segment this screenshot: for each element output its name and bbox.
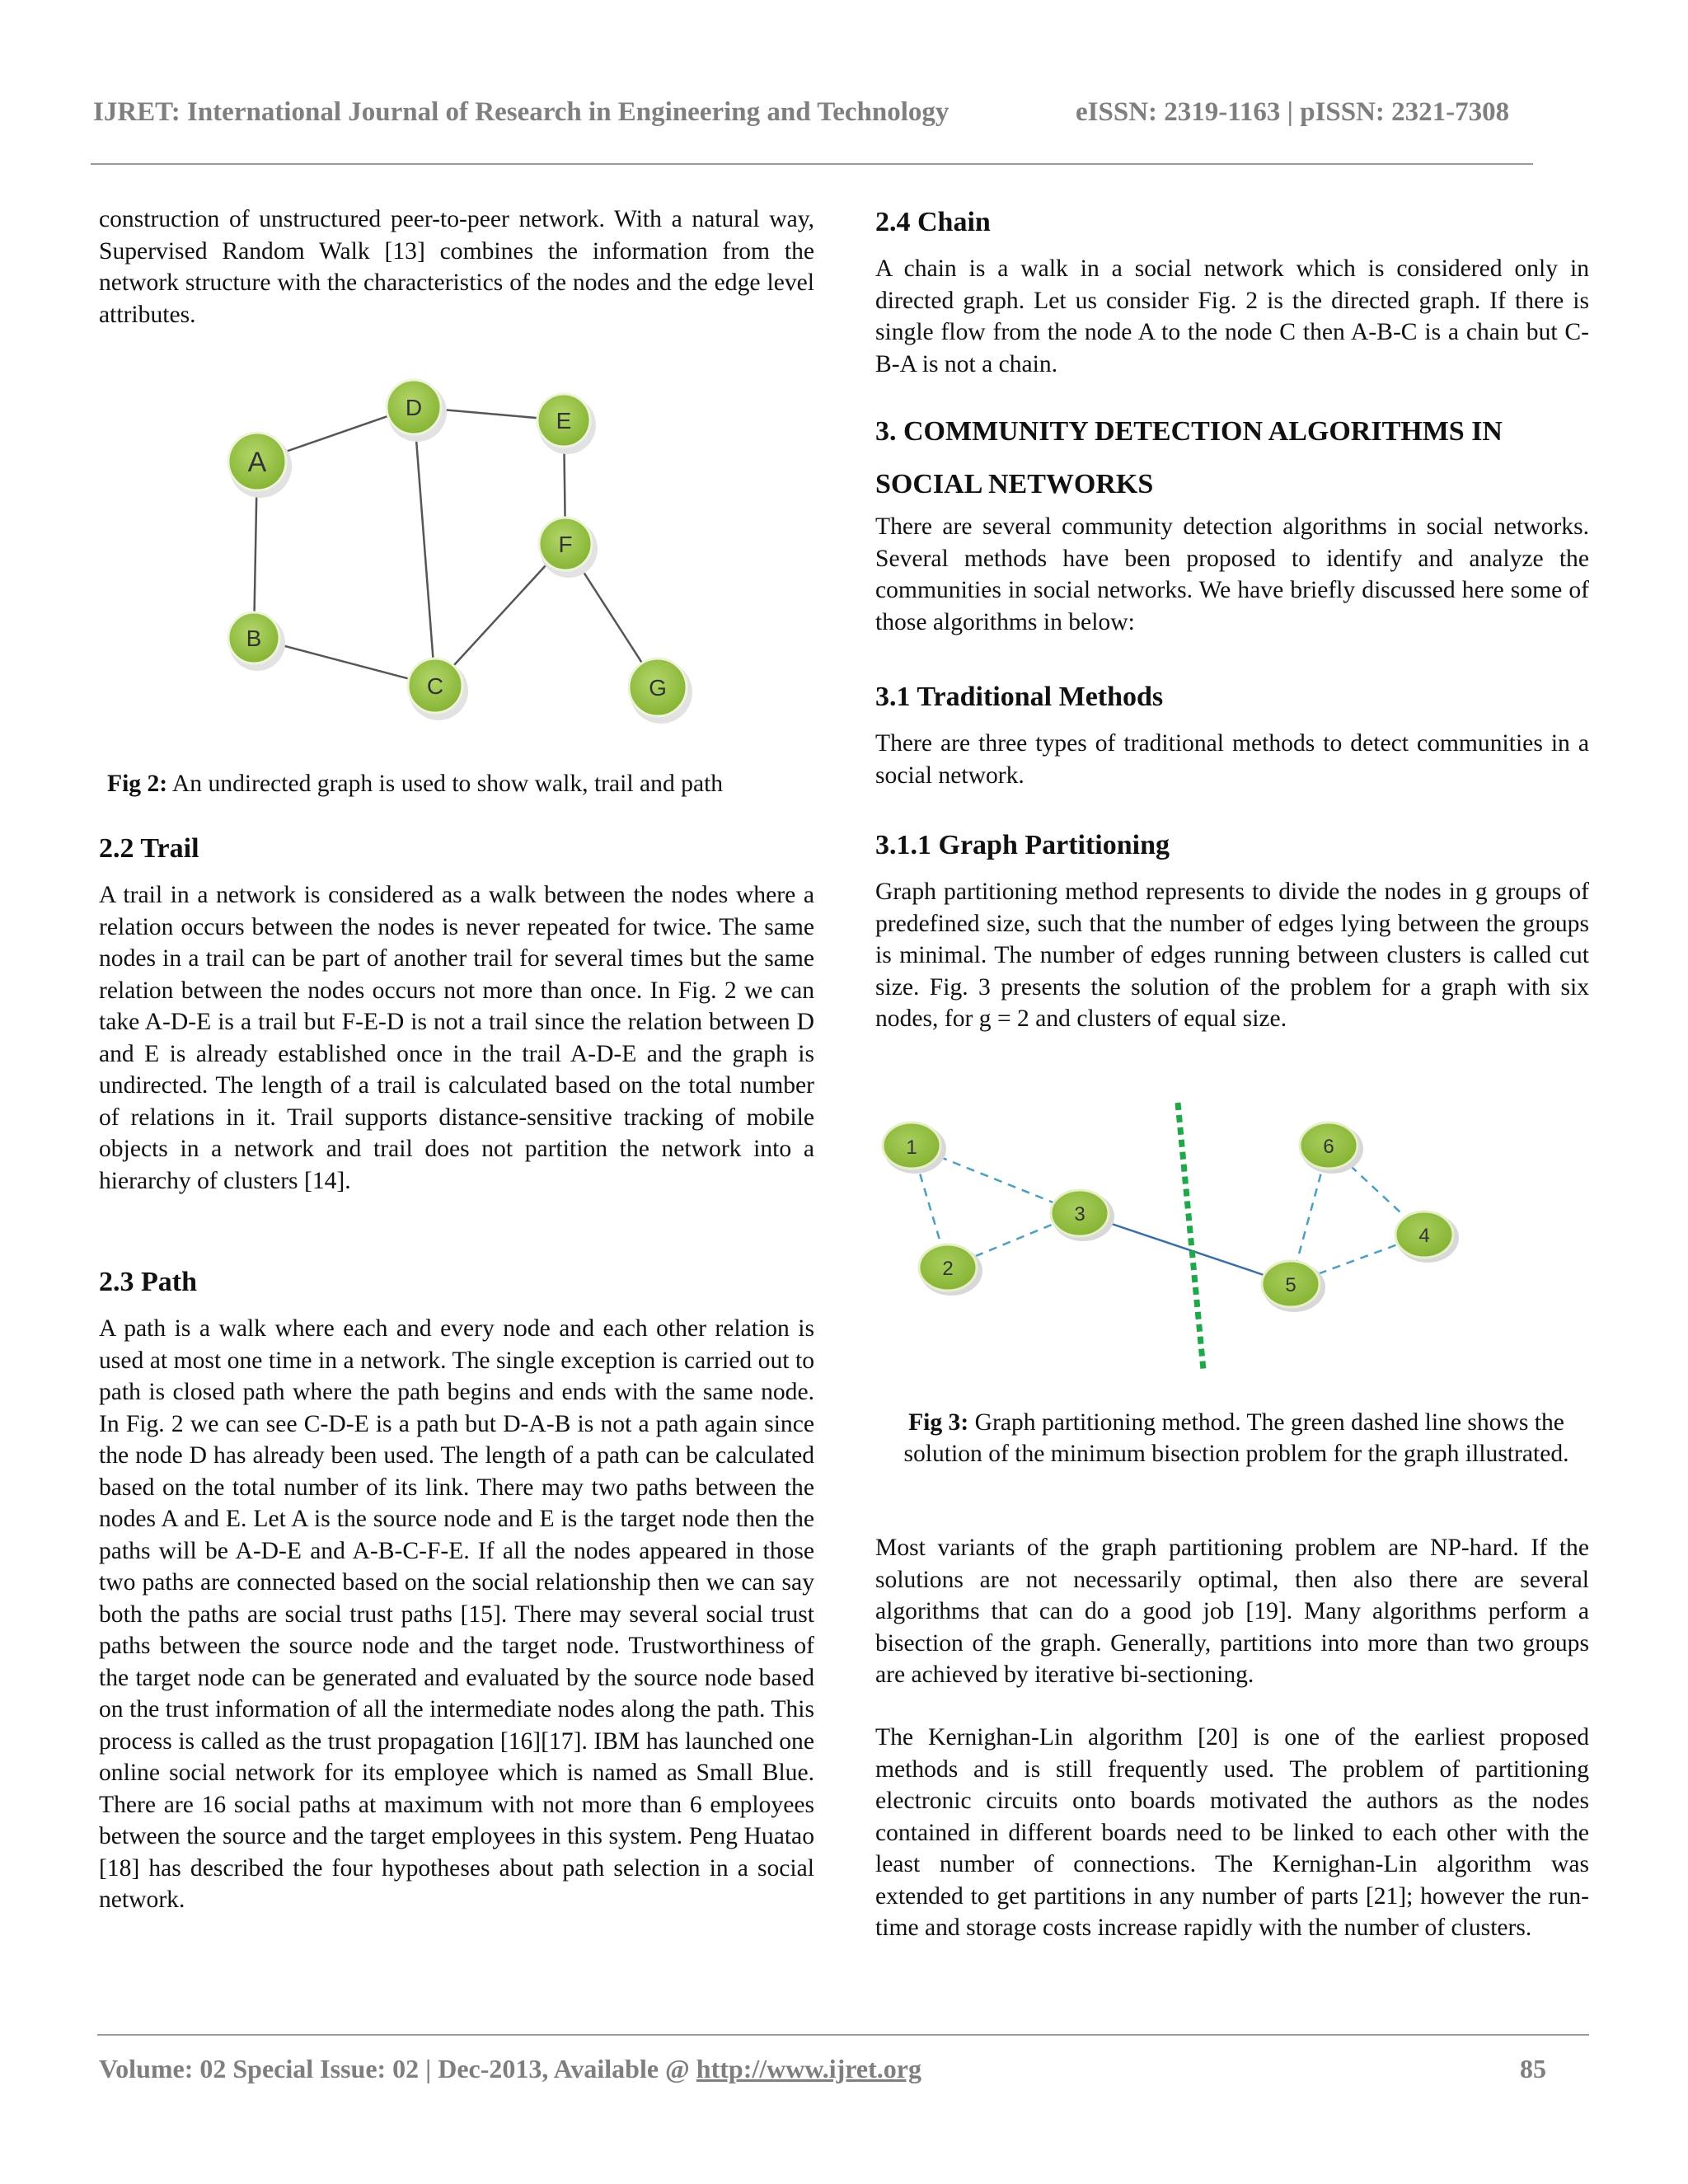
intro-paragraph: construction of unstructured peer-to-peer network. With a natural way, Supervised Random Walk [13] combines the information from the network structure with the characteristics of the nodes and the edge level attributes. xyxy=(99,206,814,328)
chain-section xyxy=(875,206,1589,380)
fig3-caption: Fig 3: Graph partitioning method. The green dashed line shows the solution of the minimum bisection problem for the graph illustrated. xyxy=(903,1409,1569,1467)
fig3-graph xyxy=(874,1096,1484,1376)
section3-heading-line2: SOCIAL NETWORKS xyxy=(875,469,1154,499)
fig2-graph xyxy=(206,356,717,743)
svg-text:D: D xyxy=(405,395,423,420)
fig2-node-d xyxy=(387,380,447,442)
fig2-node-b xyxy=(228,612,285,671)
svg-text:G: G xyxy=(649,675,667,701)
svg-text:1: 1 xyxy=(906,1137,917,1159)
traditional-paragraph: There are three types of traditional methods to detect communities in a social network. xyxy=(875,730,1589,789)
path-paragraph: A path is a walk where each and every node and each other relation is used at most one time in a network. The single exception is carried out to path is closed path where the path begins and ends with the same node. In Fig. 2 we can see C-D-E is a path but D-A-B is not a path again since the node D has already been used. The length of a path can be calculated based on the total number of its link. There may two paths between the nodes A and E. Let A is the source node and E is the target node then the paths will be A-D-E and A-B-C-F-E. If all the nodes appeared in those two paths are connected based on the social relationship then we can say both the paths are social trust paths [15]. There may several social trust paths between the source node and the target node. Trustworthiness of the target node can be generated and evaluated by the source node based on the trust information of all the intermediate nodes along the path. This process is called as the trust propagation [16][17]. IBM has launched one online social network for its employee which is named as Small Blue. There are 16 social paths at maximum with not more than 6 employees between the source and the target employees in this system. Peng Huatao [18] has described the four hypotheses about path selection in a social network. xyxy=(99,1315,814,1913)
fig3-node-1 xyxy=(883,1122,946,1174)
section3-heading-line1: 3. COMMUNITY DETECTION ALGORITHMS IN xyxy=(875,416,1503,447)
journal-title: IJRET: International Journal of Research in Engineering and Technology xyxy=(93,97,950,127)
traditional-heading: 3.1 Traditional Methods xyxy=(875,682,1164,712)
svg-text:4: 4 xyxy=(1418,1225,1430,1247)
fig2-node-c xyxy=(408,658,468,720)
running-header xyxy=(93,97,1544,128)
svg-text:6: 6 xyxy=(1323,1136,1334,1158)
svg-text:B: B xyxy=(246,626,262,651)
journal-link[interactable]: http://www.ijret.org xyxy=(696,2054,921,2083)
np-paragraph: Most variants of the graph partitioning problem are NP-hard. If the solutions are not necessarily optimal, then also there are several algorithms that can do a good job [19]. Many algorithms perform a bisection of the graph. Generally, partitions into more than two groups are achieved by iterative bi-sectioning. xyxy=(875,1535,1589,1688)
fig2-node-a xyxy=(228,433,292,498)
section3-paragraph: There are several community detection algorithms in social networks. Several methods have been proposed to identify and analyze the communities in social networks. We have briefly discussed here some of those algorithms in below: xyxy=(875,513,1589,635)
svg-text:5: 5 xyxy=(1285,1274,1296,1296)
trail-section xyxy=(99,832,814,1197)
fig2-node-e xyxy=(537,394,596,454)
fig3-node-2 xyxy=(919,1244,982,1296)
footer-rule xyxy=(97,2034,1589,2036)
path-section xyxy=(99,1266,814,1916)
trail-paragraph: A trail in a network is considered as a walk between the nodes where a relation occurs between the nodes is never repeated for twice. The same nodes in a trail can be part of another trail for several times but the same relation between the nodes occurs not more than once. In Fig. 2 we can take A-D-E is a trail but F-E-D is not a trail since the relation between D and E is already established once in the trail A-D-E and the graph is undirected. The length of a trail is calculated based on the total number of relations in it. Trail supports distance-sensitive tracking of mobile objects in a network and trail does not partition the network into a hierarchy of clusters [14]. xyxy=(99,882,814,1194)
svg-text:2: 2 xyxy=(942,1258,954,1280)
fig3-node-3 xyxy=(1051,1190,1114,1241)
svg-text:A: A xyxy=(247,447,267,478)
partition-section xyxy=(875,829,1589,1035)
fig2-node-f xyxy=(539,518,598,578)
svg-text:3: 3 xyxy=(1074,1203,1085,1226)
svg-text:E: E xyxy=(556,408,572,434)
page-number: 85 xyxy=(1520,2054,1546,2083)
running-footer xyxy=(99,2054,1550,2084)
fig3-node-4 xyxy=(1395,1212,1459,1263)
bisection-line xyxy=(1178,1103,1203,1370)
partition-paragraph: Graph partitioning method represents to divide the nodes in g groups of predefined size, such that the number of edges lying between the groups is minimal. The number of edges running between clusters is called cut size. Fig. 3 presents the solution of the problem for a graph with six nodes, for g = 2 and clusters of equal size. xyxy=(875,879,1589,1032)
volume-info: Volume: 02 Special Issue: 02 | Dec-2013, Available @ xyxy=(99,2054,696,2083)
path-heading: 2.3 Path xyxy=(99,1267,197,1297)
issn-info: eISSN: 2319-1163 | pISSN: 2321-7308 xyxy=(1076,97,1510,127)
svg-text:C: C xyxy=(426,673,444,699)
traditional-section xyxy=(875,681,1589,791)
edge-d-c xyxy=(414,407,435,686)
section3 xyxy=(875,405,1589,638)
fig3-node-5 xyxy=(1262,1261,1325,1312)
chain-heading: 2.4 Chain xyxy=(875,207,991,237)
svg-text:F: F xyxy=(558,532,573,557)
chain-paragraph: A chain is a walk in a social network which is considered only in directed graph. Let us consider Fig. 2 is the directed graph. If there is single flow from the node A to the node C then A-B-C is a chain but C-B-A is not a chain. xyxy=(875,255,1589,377)
fig2-caption: Fig 2: An undirected graph is used to show walk, trail and path xyxy=(107,771,724,797)
header-rule xyxy=(91,163,1533,165)
kl-paragraph: The Kernighan-Lin algorithm [20] is one of the earliest proposed methods and is still frequently used. The problem of partitioning electronic circuits onto boards motivated the authors as the nodes contained in different boards need to be linked to each other with the least number of connections. The Kernighan-Lin algorithm was extended to get partitions in any number of parts [21]; however the run-time and storage costs increase rapidly with the number of clusters. xyxy=(875,1724,1589,1941)
trail-heading: 2.2 Trail xyxy=(99,833,199,864)
fig3-node-6 xyxy=(1300,1122,1363,1174)
fig2-node-g xyxy=(629,658,692,724)
partition-heading: 3.1.1 Graph Partitioning xyxy=(875,830,1170,860)
